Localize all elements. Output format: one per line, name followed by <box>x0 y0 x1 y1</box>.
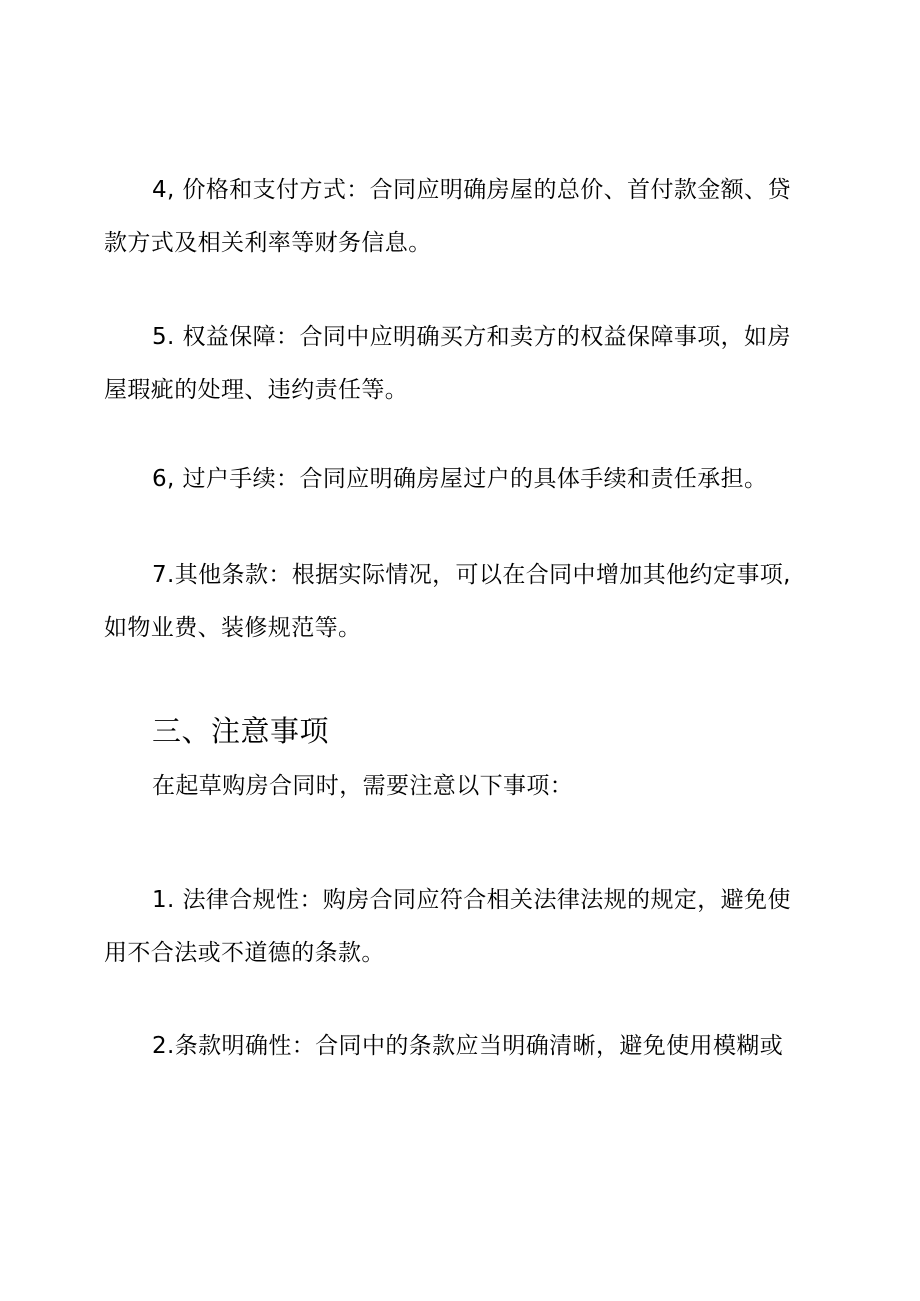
paragraph-item-6: 6, 过户手续：合同应明确房屋过户的具体手续和责任承担。 <box>152 466 768 492</box>
section-three-heading: 三、注意事项 <box>152 714 330 748</box>
paragraph-item-7: 7.其他条款：根据实际情况，可以在合同中增加其他约定事项, 如物业费、装修规范等。 <box>104 562 791 641</box>
notice-item-2: 2.条款明确性：合同中的条款应当明确清晰，避免使用模糊或 <box>152 1033 784 1059</box>
notice-item-1: 1. 法律合规性：购房合同应符合相关法律法规的规定，避免使用不合法或不道德的条款。 <box>104 887 791 966</box>
paragraph-item-4: 4, 价格和支付方式：合同应明确房屋的总价、首付款金额、贷款方式及相关利率等财务信息。 <box>104 177 791 256</box>
paragraph-item-5: 5. 权益保障：合同中应明确买方和卖方的权益保障事项，如房屋瑕疵的处理、违约责任等。 <box>104 324 791 403</box>
section-three-intro: 在起草购房合同时，需要注意以下事项： <box>152 773 574 799</box>
